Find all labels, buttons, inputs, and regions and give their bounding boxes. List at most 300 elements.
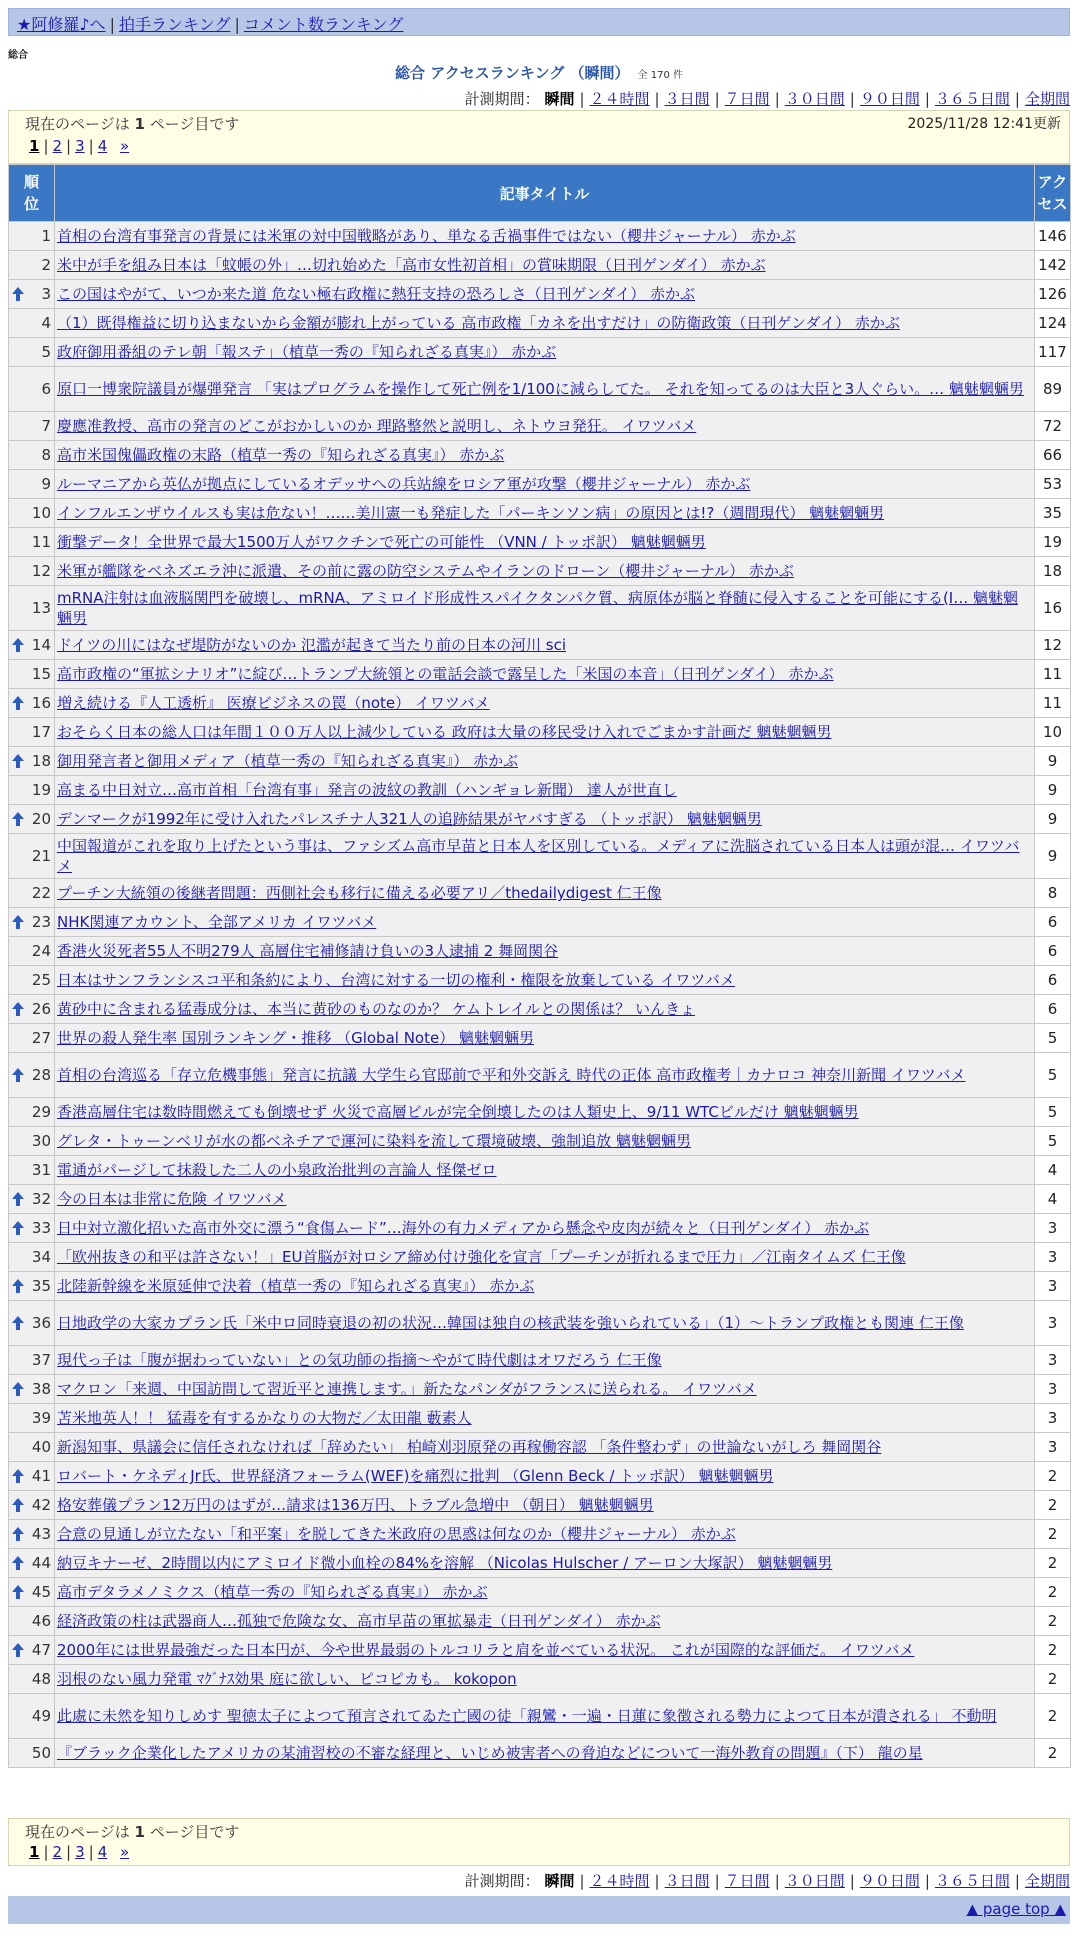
article-link[interactable]: 格安葬儀プラン12万円のはずが…請求は136万円、トラブル急増中 （朝日） 魑魅魍魎男 — [57, 1496, 654, 1514]
table-row — [9, 412, 1071, 441]
article-link[interactable]: マクロン「来週、中国訪問して習近平と連携します。」新たなパンダがフランスに送られる。 イワツバメ — [57, 1380, 757, 1398]
clap-ranking-link[interactable]: 拍手ランキング — [118, 15, 231, 34]
up-arrow-icon — [11, 1584, 25, 1600]
rank-number: 45 — [31, 1583, 51, 1601]
access-count: 12 — [1035, 631, 1071, 660]
up-arrow-icon — [11, 1315, 25, 1331]
up-arrow-icon — [11, 695, 25, 711]
access-count: 2 — [1035, 1607, 1071, 1636]
period-30d-link[interactable]: ３０日間 — [784, 1872, 845, 1890]
title-cell — [55, 1549, 1035, 1578]
page-3-link[interactable]: 3 — [75, 1843, 85, 1861]
rank-cell — [9, 718, 55, 747]
rank-number: 41 — [31, 1467, 51, 1485]
title-cell — [55, 586, 1035, 631]
title-cell — [55, 470, 1035, 499]
table-row — [9, 1578, 1071, 1607]
rank-cell — [9, 338, 55, 367]
pagination-bottom — [29, 1843, 129, 1861]
page-info-suffix: ページ目です — [149, 1823, 240, 1841]
article-link[interactable]: 此處に未然を知りしめす 聖徳太子によつて預言されてゐた亡國の徒「親鸞・一遍・日蓮に象徴される勢力によつて日本が潰される」 不動明 — [57, 1707, 997, 1725]
rank-cell — [9, 1098, 55, 1127]
table-row — [9, 1462, 1071, 1491]
access-count: 3 — [1035, 1214, 1071, 1243]
table-row — [9, 1520, 1071, 1549]
rank-number: 40 — [31, 1438, 51, 1456]
nav-separator: | — [234, 15, 240, 34]
access-count: 2 — [1035, 1739, 1071, 1768]
header-title: 記事タイトル — [55, 165, 1035, 222]
article-link[interactable]: 慶應准教授、高市の発言のどこがおかしいのか 理路整然と説明し、ネトウヨ発狂。 イワツバメ — [57, 417, 697, 435]
pager-space — [107, 137, 120, 155]
page-info-panel-top — [8, 110, 1070, 164]
rank-number: 49 — [31, 1707, 51, 1725]
period-selector-bottom — [465, 1870, 1070, 1891]
table-row — [9, 441, 1071, 470]
period-7d-link[interactable]: ７日間 — [724, 90, 770, 108]
article-link[interactable]: 苫米地英人！！ 猛毒を有するかなりの大物だ／太田龍 藪素人 — [57, 1409, 472, 1427]
up-arrow-icon — [11, 1220, 25, 1236]
updated-timestamp: 2025/11/28 12:41更新 — [907, 116, 1061, 132]
access-count: 2 — [1035, 1462, 1071, 1491]
rank-cell — [9, 557, 55, 586]
title-cell — [55, 908, 1035, 937]
title-cell — [55, 338, 1035, 367]
title-cell — [55, 995, 1035, 1024]
rank-number: 29 — [31, 1103, 51, 1121]
access-count: 2 — [1035, 1694, 1071, 1739]
period-365d-link[interactable]: ３６５日間 — [934, 1872, 1010, 1890]
period-separator: | — [1014, 1872, 1020, 1890]
article-link[interactable]: デンマークが1992年に受け入れたパレスチナ人321人の追跡結果がヤバすぎる （トッポ訳） 魑魅魍魎男 — [57, 810, 762, 828]
period-separator: | — [774, 90, 780, 108]
page-3-link[interactable]: 3 — [75, 137, 85, 155]
rank-number: 32 — [31, 1190, 51, 1208]
page-current: 1 — [29, 137, 40, 155]
title-cell — [55, 222, 1035, 251]
rank-number: 44 — [31, 1554, 51, 1572]
access-count: 9 — [1035, 776, 1071, 805]
rank-number: 18 — [31, 752, 51, 770]
period-3d-link[interactable]: ３日間 — [664, 90, 710, 108]
up-arrow-icon — [11, 286, 25, 302]
article-link[interactable]: 合意の見通しが立たない「和平案」を脱してきた米政府の思惑は何なのか（櫻井ジャーナル） 赤かぶ — [57, 1525, 736, 1543]
rank-cell — [9, 1433, 55, 1462]
rank-cell — [9, 1739, 55, 1768]
title-cell — [55, 1607, 1035, 1636]
article-link[interactable]: （1）既得権益に切り込まないから金額が膨れ上がっている 高市政権「カネを出すだけ」の防衛政策（日刊ゲンダイ） 赤かぶ — [57, 314, 900, 332]
table-row — [9, 1346, 1071, 1375]
title-cell — [55, 1520, 1035, 1549]
title-cell — [55, 1272, 1035, 1301]
access-count: 2 — [1035, 1520, 1071, 1549]
article-link[interactable]: 増え続ける『人工透析』 医療ビジネスの罠（note） イワツバメ — [57, 694, 490, 712]
rank-number: 15 — [31, 665, 51, 683]
article-link[interactable]: 黄砂中に含まれる猛毒成分は、本当に黄砂のものなのか？ ケムトレイルとの関係は？ いんきょ — [57, 1000, 696, 1018]
rank-cell — [9, 412, 55, 441]
home-link[interactable]: ★阿修羅♪へ — [17, 15, 106, 34]
access-count: 3 — [1035, 1346, 1071, 1375]
table-row — [9, 251, 1071, 280]
table-row — [9, 1053, 1071, 1098]
article-link[interactable]: 衝撃データ！全世界で最大1500万人がワクチンで死亡の可能性 （VNN / トッポ訳） 魑魅魍魎男 — [57, 533, 706, 551]
rank-number: 19 — [31, 781, 51, 799]
rank-number: 25 — [31, 971, 51, 989]
up-arrow-icon — [11, 1497, 25, 1513]
rank-cell — [9, 309, 55, 338]
rank-cell — [9, 995, 55, 1024]
rank-cell — [9, 251, 55, 280]
table-row — [9, 557, 1071, 586]
period-all-link[interactable]: 全期間 — [1024, 90, 1070, 108]
article-link[interactable]: 現代っ子は「腹が据わっていない」との気功師の指摘～やがて時代劇はオワだろう 仁王像 — [57, 1351, 662, 1369]
table-header-row — [9, 165, 1071, 222]
page-info-prefix: 現在のページは — [25, 115, 130, 133]
period-24h-link[interactable]: ２４時間 — [589, 90, 650, 108]
article-link[interactable]: 電通がパージして抹殺した二人の小泉政治批判の言論人 怪傑ゼロ — [57, 1161, 497, 1179]
rank-cell — [9, 280, 55, 309]
table-row — [9, 309, 1071, 338]
rank-cell — [9, 937, 55, 966]
table-row — [9, 1272, 1071, 1301]
pager-separator: | — [88, 1843, 94, 1861]
article-link[interactable]: 経済政策の柱は武器商人…孤独で危険な女、高市早苗の軍拡暴走（日刊ゲンダイ） 赤かぶ — [57, 1612, 661, 1630]
rank-cell — [9, 1053, 55, 1098]
rank-cell — [9, 1127, 55, 1156]
table-row — [9, 1185, 1071, 1214]
page-current: 1 — [29, 1843, 40, 1861]
access-count: 126 — [1035, 280, 1071, 309]
rank-cell — [9, 1243, 55, 1272]
rank-cell — [9, 586, 55, 631]
up-arrow-icon — [11, 1468, 25, 1484]
access-count: 4 — [1035, 1156, 1071, 1185]
article-link[interactable]: mRNA注射は血液脳関門を破壊し、mRNA、アミロイド形成性スパイクタンパク質、病原体が脳と脊髄に侵入することを可能にする(I… 魑魅魍魎男 — [57, 589, 1018, 627]
rank-number: 36 — [31, 1314, 51, 1332]
access-count: 11 — [1035, 660, 1071, 689]
title-cell — [55, 1185, 1035, 1214]
article-link[interactable]: 世界の殺人発生率 国別ランキング・推移 （Global Note） 魑魅魍魎男 — [57, 1029, 534, 1047]
period-separator: | — [1014, 90, 1020, 108]
table-row — [9, 879, 1071, 908]
article-link[interactable]: 今の日本は非常に危険 イワツバメ — [57, 1190, 287, 1208]
rank-number: 37 — [31, 1351, 51, 1369]
table-row — [9, 499, 1071, 528]
article-link[interactable]: 2000年には世界最強だった日本円が、今や世界最弱のトルコリラと肩を並べている状況。 これが国際的な評価だ。 イワツバメ — [57, 1641, 915, 1659]
article-link[interactable]: 首相の台湾有事発言の背景には米軍の対中国戦略があり、単なる舌禍事件ではない（櫻井ジャーナル） 赤かぶ — [57, 227, 796, 245]
article-link[interactable]: ドイツの川にはなぜ堤防がないのか 氾濫が起きて当たり前の日本の河川 sci — [57, 636, 567, 654]
article-link[interactable]: グレタ・トゥーンベリが水の都ベネチアで運河に染料を流して環境破壊、強制追放 魑魅魍魎男 — [57, 1132, 691, 1150]
rank-cell — [9, 1404, 55, 1433]
access-count: 89 — [1035, 367, 1071, 412]
access-count: 117 — [1035, 338, 1071, 367]
period-separator: | — [654, 90, 660, 108]
rank-cell — [9, 908, 55, 937]
rank-number: 24 — [31, 942, 51, 960]
title-cell — [55, 1301, 1035, 1346]
period-selector-top — [465, 88, 1070, 109]
rank-number: 11 — [31, 533, 51, 551]
rank-cell — [9, 222, 55, 251]
title-cell — [55, 1462, 1035, 1491]
table-row — [9, 367, 1071, 412]
up-arrow-icon — [11, 1526, 25, 1542]
title-cell — [55, 1156, 1035, 1185]
header-access-label: アクセス — [1037, 173, 1068, 213]
article-link[interactable]: 『ブラック企業化したアメリカの某浦習校の不審な経理と、いじめ被害者への脅迫などについて一海外教育の問題』（下） 龍の星 — [57, 1744, 923, 1762]
title-cell — [55, 1636, 1035, 1665]
rank-cell — [9, 966, 55, 995]
title-cell — [55, 1694, 1035, 1739]
title-cell — [55, 631, 1035, 660]
access-count: 124 — [1035, 309, 1071, 338]
period-24h-link[interactable]: ２４時間 — [589, 1872, 650, 1890]
pagination-top — [29, 137, 129, 155]
rank-cell — [9, 1156, 55, 1185]
table-row — [9, 1127, 1071, 1156]
rank-number: 46 — [31, 1612, 51, 1630]
title-cell — [55, 1346, 1035, 1375]
article-link[interactable]: おそらく日本の総人口は年間１００万人以上減少している 政府は大量の移民受け入れでごまかす計画だ 魑魅魍魎男 — [57, 723, 832, 741]
page-info-suffix: ページ目です — [149, 115, 240, 133]
rank-number: 5 — [41, 343, 51, 361]
period-7d-link[interactable]: ７日間 — [724, 1872, 770, 1890]
article-link[interactable]: 日本はサンフランシスコ平和条約により、台湾に対する一切の権利・権限を放棄している イワツバメ — [57, 971, 735, 989]
article-link[interactable]: 御用発言者と御用メディア（植草一秀の『知られざる真実』） 赤かぶ — [57, 752, 519, 770]
rank-number: 48 — [31, 1670, 51, 1688]
rank-number: 34 — [31, 1248, 51, 1266]
access-count: 6 — [1035, 966, 1071, 995]
article-link[interactable]: 香港火災死者55人不明279人 高層住宅補修請け負いの3人逮捕 2 舞岡関谷 — [57, 942, 559, 960]
ranking-title: 総合 アクセスランキング （瞬間） — [395, 64, 630, 82]
next-page-link[interactable]: » — [120, 1843, 130, 1861]
period-30d-link[interactable]: ３０日間 — [784, 90, 845, 108]
pager-separator: | — [66, 137, 72, 155]
rank-cell — [9, 1462, 55, 1491]
article-link[interactable]: 香港高層住宅は数時間燃えても倒壊せず 火災で高層ビルが完全倒壊したのは人類史上、9/11 WTCビルだけ 魑魅魍魎男 — [57, 1103, 859, 1121]
article-link[interactable]: 首相の台湾巡る「存立危機事態」発言に抗議 大学生ら官邸前で平和外交訴え 時代の正体 高市政権考｜カナロコ 神奈川新聞 イワツバメ — [57, 1066, 966, 1084]
table-row — [9, 1156, 1071, 1185]
rank-number: 12 — [31, 562, 51, 580]
title-cell — [55, 280, 1035, 309]
table-row — [9, 1607, 1071, 1636]
rank-number: 1 — [41, 227, 51, 245]
article-link[interactable]: プーチン大統領の後継者問題：西側社会も移行に備える必要アリ／thedailydigest 仁王像 — [57, 884, 662, 902]
up-arrow-icon — [11, 1555, 25, 1571]
article-link[interactable]: 「欧州抜きの和平は許さない！」EU首脳が対ロシア締め付け強化を宣言「プーチンが折れるまで圧力」／江南タイムズ 仁王像 — [57, 1248, 906, 1266]
title-cell — [55, 805, 1035, 834]
access-count: 10 — [1035, 718, 1071, 747]
table-row — [9, 995, 1071, 1024]
table-row — [9, 718, 1071, 747]
rank-number: 8 — [41, 446, 51, 464]
rank-cell — [9, 441, 55, 470]
table-row — [9, 586, 1071, 631]
rank-cell — [9, 1346, 55, 1375]
article-link[interactable]: この国はやがて、いつか来た道 危ない極右政権に熱狂支持の恐ろしさ（日刊ゲンダイ） 赤かぶ — [57, 285, 696, 303]
next-page-link[interactable]: » — [120, 137, 130, 155]
period-90d-link[interactable]: ９０日間 — [859, 90, 920, 108]
page-4-link[interactable]: 4 — [97, 1843, 108, 1861]
table-row — [9, 776, 1071, 805]
access-count: 3 — [1035, 1301, 1071, 1346]
access-count: 19 — [1035, 528, 1071, 557]
table-row — [9, 1243, 1071, 1272]
rank-cell — [9, 689, 55, 718]
title-cell — [55, 1375, 1035, 1404]
title-cell — [55, 1053, 1035, 1098]
article-link[interactable]: 高市米国傀儡政権の末路（植草一秀の『知られざる真実』） 赤かぶ — [57, 446, 505, 464]
up-arrow-icon — [11, 753, 25, 769]
period-90d-link[interactable]: ９０日間 — [859, 1872, 920, 1890]
article-link[interactable]: NHK関連アカウント、全部アメリカ イワツバメ — [57, 913, 377, 931]
article-link[interactable]: 高市政権の“軍拡シナリオ”に綻び…トランプ大統領との電話会談で露呈した「米国の本音」（日刊ゲンダイ） 赤かぶ — [57, 665, 834, 683]
access-count: 35 — [1035, 499, 1071, 528]
title-cell — [55, 718, 1035, 747]
period-current: 瞬間 — [544, 90, 575, 108]
rank-cell — [9, 499, 55, 528]
title-cell — [55, 1665, 1035, 1694]
rank-number: 6 — [41, 380, 51, 398]
period-separator: | — [774, 1872, 780, 1890]
rank-number: 23 — [31, 913, 51, 931]
title-cell — [55, 412, 1035, 441]
page-info-text — [25, 113, 239, 134]
title-cell — [55, 367, 1035, 412]
access-count: 6 — [1035, 995, 1071, 1024]
rank-number: 7 — [41, 417, 51, 435]
rank-number: 43 — [31, 1525, 51, 1543]
rank-cell — [9, 1024, 55, 1053]
article-link[interactable]: 政府御用番組のテレ朝「報ステ」（植草一秀の『知られざる真実』） 赤かぶ — [57, 343, 557, 361]
title-cell — [55, 879, 1035, 908]
period-separator: | — [654, 1872, 660, 1890]
article-link[interactable]: 中国報道がこれを取り上げたという事は、ファシズム高市早苗と日本人を区別している。メディアに洗脳されている日本人は頭が混… イワツバメ — [57, 837, 1020, 875]
rank-cell — [9, 367, 55, 412]
up-arrow-icon — [11, 1381, 25, 1397]
top-nav-bar — [8, 8, 1070, 36]
title-cell — [55, 1024, 1035, 1053]
article-link[interactable]: 原口一博衆院議員が爆弾発言 「実はプログラムを操作して死亡例を1/100に減らしてた。 それを知ってるのは大臣と3人ぐらい。… 魑魅魍魎男 — [57, 380, 1024, 398]
footer-bar — [8, 1896, 1070, 1924]
period-separator: | — [714, 1872, 720, 1890]
page-2-link[interactable]: 2 — [52, 137, 63, 155]
article-link[interactable]: ロバート・ケネディJr氏、世界経済フォーラム(WEF)を痛烈に批判 （Glenn Beck / トッポ訳） 魑魅魍魎男 — [57, 1467, 774, 1485]
period-separator: | — [924, 90, 930, 108]
rank-cell — [9, 660, 55, 689]
title-cell — [55, 1098, 1035, 1127]
title-cell — [55, 660, 1035, 689]
table-row — [9, 805, 1071, 834]
up-arrow-icon — [11, 1642, 25, 1658]
title-cell — [55, 441, 1035, 470]
access-count: 3 — [1035, 1243, 1071, 1272]
title-cell — [55, 1433, 1035, 1462]
article-link[interactable]: 北陸新幹線を米原延伸で決着（植草一秀の『知られざる真実』） 赤かぶ — [57, 1277, 535, 1295]
period-current: 瞬間 — [544, 1872, 575, 1890]
access-count: 3 — [1035, 1272, 1071, 1301]
rank-number: 35 — [31, 1277, 51, 1295]
title-cell — [55, 1404, 1035, 1433]
access-count: 146 — [1035, 222, 1071, 251]
table-row — [9, 1375, 1071, 1404]
article-link[interactable]: インフルエンザウイルスも実は危ない！……美川憲一も発症した「パーキンソン病」の原因とは!?（週間現代） 魑魅魍魎男 — [57, 504, 885, 522]
rank-cell — [9, 879, 55, 908]
page-top-link[interactable]: ▲ page top ▲ — [966, 1900, 1066, 1918]
rank-number: 17 — [31, 723, 51, 741]
pager-separator: | — [43, 137, 49, 155]
rank-number: 30 — [31, 1132, 51, 1150]
pager-space — [107, 1843, 120, 1861]
period-3d-link[interactable]: ３日間 — [664, 1872, 710, 1890]
article-link[interactable]: 納豆キナーゼ、2時間以内にアミロイド微小血栓の84%を溶解 （Nicolas Hulscher / アーロン大塚訳） 魑魅魍魎男 — [57, 1554, 833, 1572]
article-link[interactable]: 米中が手を組み日本は「蚊帳の外」…切れ始めた「高市女性初首相」の賞味期限（日刊ゲンダイ） 赤かぶ — [57, 256, 766, 274]
table-row — [9, 1404, 1071, 1433]
rank-number: 47 — [31, 1641, 51, 1659]
up-arrow-icon — [11, 914, 25, 930]
title-cell — [55, 499, 1035, 528]
table-row — [9, 1098, 1071, 1127]
title-cell — [55, 1214, 1035, 1243]
ranking-table — [8, 164, 1071, 1768]
rank-number: 9 — [41, 475, 51, 493]
article-link[interactable]: 高市デタラメノミクス（植草一秀の『知られざる真実』） 赤かぶ — [57, 1583, 488, 1601]
category-label: 総合 — [8, 50, 28, 61]
title-cell — [55, 834, 1035, 879]
rank-number: 20 — [31, 810, 51, 828]
access-count: 9 — [1035, 747, 1071, 776]
page-2-link[interactable]: 2 — [52, 1843, 63, 1861]
up-arrow-icon — [11, 811, 25, 827]
up-arrow-icon — [11, 1191, 25, 1207]
table-row — [9, 834, 1071, 879]
access-count: 142 — [1035, 251, 1071, 280]
access-count: 6 — [1035, 937, 1071, 966]
rank-cell — [9, 1636, 55, 1665]
table-row — [9, 1636, 1071, 1665]
table-row — [9, 280, 1071, 309]
rank-number: 31 — [31, 1161, 51, 1179]
article-link[interactable]: 高まる中日対立…高市首相「台湾有事」発言の波紋の教訓（ハンギョレ新聞） 達人が世直し — [57, 781, 677, 799]
table-row — [9, 966, 1071, 995]
table-row — [9, 1433, 1071, 1462]
article-link[interactable]: 日中対立激化招いた高市外交に漂う“食傷ムード”…海外の有力メディアから懸念や皮肉が続々と（日刊ゲンダイ） 赤かぶ — [57, 1219, 870, 1237]
page-4-link[interactable]: 4 — [97, 137, 108, 155]
title-cell — [55, 309, 1035, 338]
table-row — [9, 1694, 1071, 1739]
title-cell — [55, 1578, 1035, 1607]
comment-ranking-link[interactable]: コメント数ランキング — [243, 15, 404, 34]
article-link[interactable]: 日地政学の大家カプラン氏「米中ロ同時衰退の初の状況…韓国は独自の核武装を強いられている」（1）～トランプ政権とも関連 仁王像 — [57, 1314, 964, 1332]
pager-separator: | — [66, 1843, 72, 1861]
period-all-link[interactable]: 全期間 — [1024, 1872, 1070, 1890]
access-count: 72 — [1035, 412, 1071, 441]
article-link[interactable]: 米軍が艦隊をベネズエラ沖に派遣、その前に露の防空システムやイランのドローン（櫻井ジャーナル） 赤かぶ — [57, 562, 794, 580]
period-365d-link[interactable]: ３６５日間 — [934, 90, 1010, 108]
table-row — [9, 660, 1071, 689]
access-count: 2 — [1035, 1636, 1071, 1665]
period-label: 計測期間： — [464, 90, 540, 108]
pager-separator: | — [43, 1843, 49, 1861]
article-link[interactable]: ルーマニアから英仏が拠点にしているオデッサへの兵站線をロシア軍が攻撃（櫻井ジャーナル） 赤かぶ — [57, 475, 751, 493]
access-count: 6 — [1035, 908, 1071, 937]
period-separator: | — [579, 90, 585, 108]
rank-cell — [9, 1520, 55, 1549]
article-link[interactable]: 新潟知事、県議会に信任されなければ「辞めたい」 柏崎刈羽原発の再稼働容認 「条件整わず」の世論ないがしろ 舞岡関谷 — [57, 1438, 882, 1456]
rank-cell — [9, 776, 55, 805]
article-link[interactable]: 羽根のない風力発電 ﾏｸﾞﾅｽ効果 庭に欲しい、ピコピカも。 kokopon — [57, 1670, 517, 1688]
rank-number: 50 — [31, 1744, 51, 1762]
